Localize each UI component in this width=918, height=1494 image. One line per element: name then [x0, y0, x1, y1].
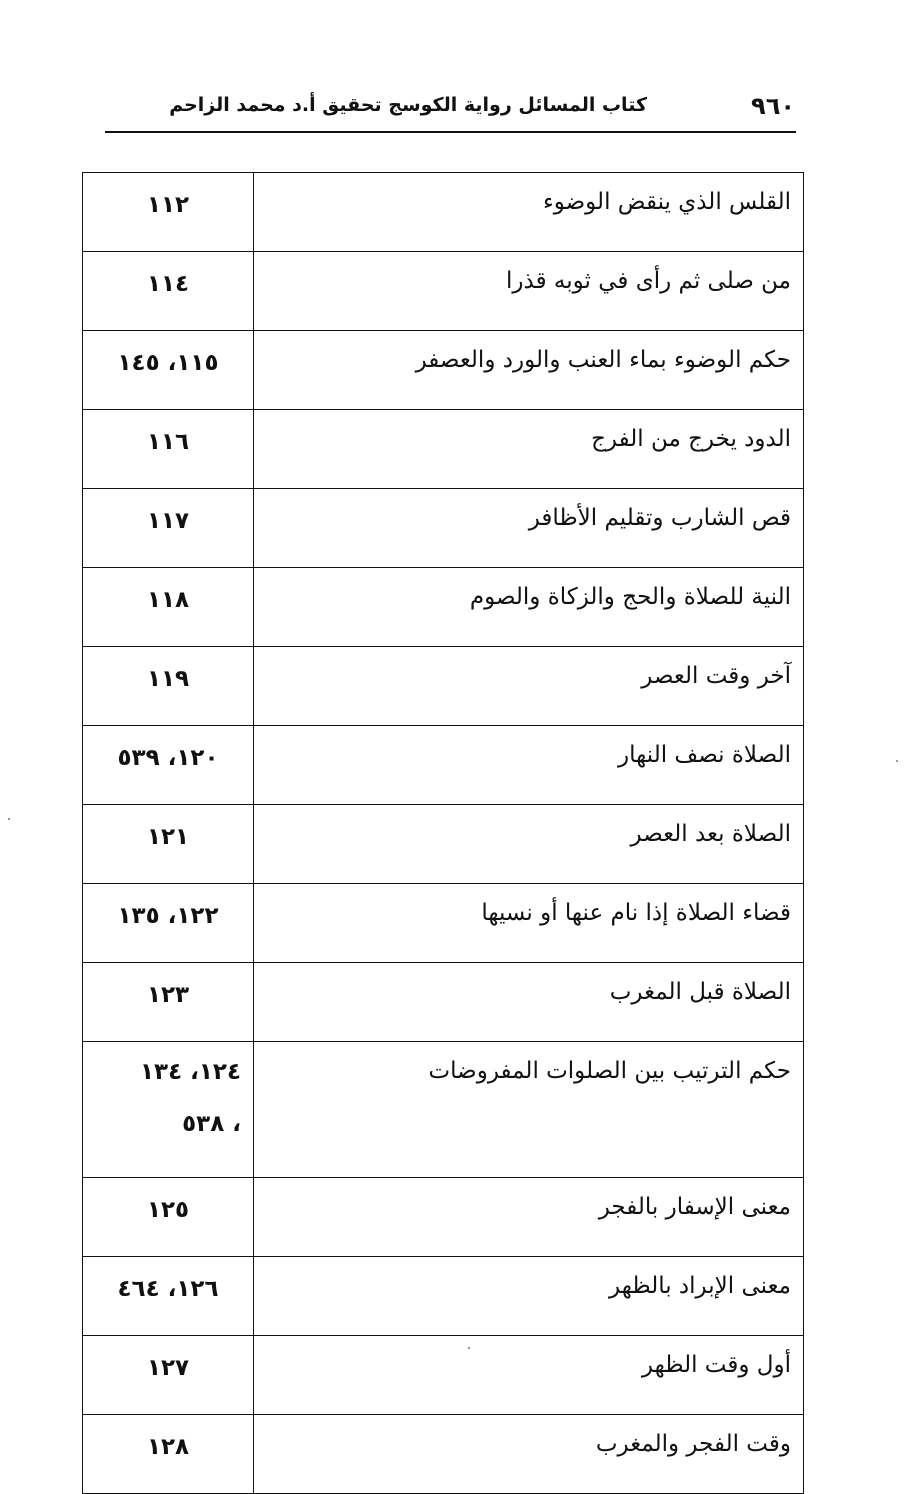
topic-cell: القلس الذي ينقض الوضوء: [254, 173, 804, 252]
table-row: [83, 1257, 804, 1336]
topic-cell: الصلاة بعد العصر: [254, 805, 804, 884]
topic-cell: معنى الإسفار بالفجر: [254, 1178, 804, 1257]
topic-cell: من صلى ثم رأى في ثوبه قذرا: [254, 252, 804, 331]
topic-cell: أول وقت الظهر: [254, 1336, 804, 1415]
pages-cell: ١١٩: [83, 647, 254, 726]
pages-cell: [83, 1042, 254, 1178]
topic-cell: الدود يخرج من الفرج: [254, 410, 804, 489]
topic-cell: قضاء الصلاة إذا نام عنها أو نسيها: [254, 884, 804, 963]
topic-cell: الصلاة نصف النهار: [254, 726, 804, 805]
topic-index-table: [82, 172, 804, 1494]
topic-cell: الصلاة قبل المغرب: [254, 963, 804, 1042]
pages-cell: ١١٤: [83, 252, 254, 331]
table-row: [83, 1178, 804, 1257]
table-row: [83, 568, 804, 647]
table-row: [83, 884, 804, 963]
topic-cell: قص الشارب وتقليم الأظافر: [254, 489, 804, 568]
pages-cell: ١١٨: [83, 568, 254, 647]
table-row: [83, 1042, 804, 1178]
table-row: [83, 647, 804, 726]
table-row: [83, 331, 804, 410]
table-row: [83, 252, 804, 331]
pages-line: ١٢٤، ١٣٤: [140, 1059, 241, 1085]
page-number: ٩٦٠: [751, 92, 795, 120]
pages-cell: ١٢٣: [83, 963, 254, 1042]
table-row: [83, 805, 804, 884]
pages-cell: ١٢١: [83, 805, 254, 884]
header-rule: [105, 131, 796, 133]
topic-cell: النية للصلاة والحج والزكاة والصوم: [254, 568, 804, 647]
table-row: [83, 1415, 804, 1494]
topic-cell: آخر وقت العصر: [254, 647, 804, 726]
table-row: [83, 1336, 804, 1415]
pages-cell: ١١٦: [83, 410, 254, 489]
table-row: [83, 963, 804, 1042]
pages-cell: ١٢٥: [83, 1178, 254, 1257]
pages-line: ، ٥٣٨: [182, 1111, 241, 1137]
topic-cell: حكم الوضوء بماء العنب والورد والعصفر: [254, 331, 804, 410]
page-header: [105, 86, 795, 126]
pages-cell: ١٢٦، ٤٦٤: [83, 1257, 254, 1336]
scan-speck: [468, 1347, 470, 1349]
topic-cell: معنى الإبراد بالظهر: [254, 1257, 804, 1336]
scan-speck: [896, 760, 898, 762]
table-row: [83, 410, 804, 489]
pages-cell: ١٢٠، ٥٣٩: [83, 726, 254, 805]
topic-cell: وقت الفجر والمغرب: [254, 1415, 804, 1494]
scan-speck: [8, 818, 10, 820]
table-row: [83, 489, 804, 568]
pages-cell: ١٢٢، ١٣٥: [83, 884, 254, 963]
table-row: [83, 173, 804, 252]
topic-cell: حكم الترتيب بين الصلوات المفروضات: [254, 1042, 804, 1178]
running-title: كتاب المسائل رواية الكوسج تحقيق أ.د محمد الزاحم: [169, 94, 647, 116]
pages-cell: ١٢٨: [83, 1415, 254, 1494]
pages-cell: ١١٢: [83, 173, 254, 252]
pages-cell: ١١٧: [83, 489, 254, 568]
table-row: [83, 726, 804, 805]
pages-cell: ١٢٧: [83, 1336, 254, 1415]
pages-cell: ١١٥، ١٤٥: [83, 331, 254, 410]
